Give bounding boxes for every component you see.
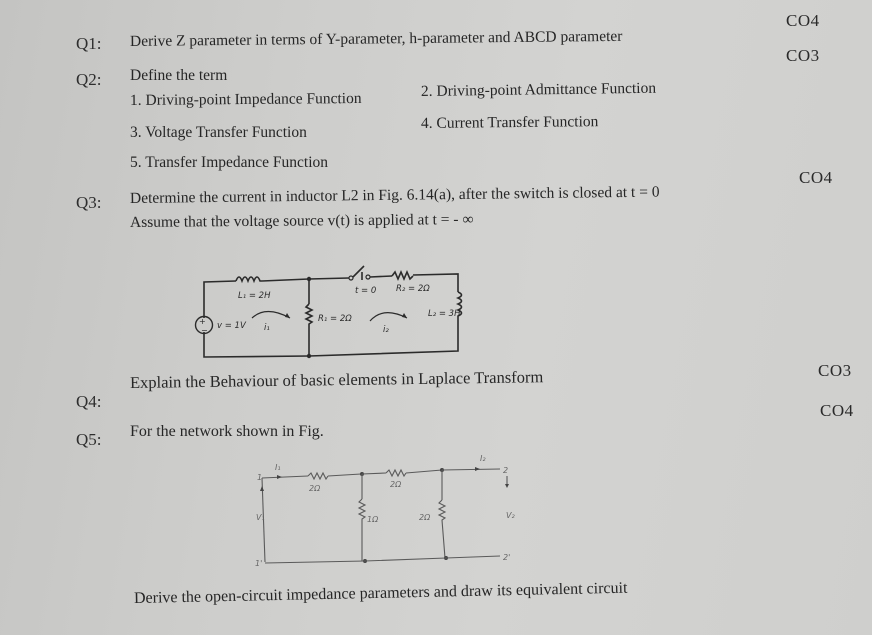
question-number-q4: Q4: (76, 392, 102, 411)
label-r2: R₂ = 2Ω (396, 284, 430, 294)
question-number-q2: Q2: (76, 70, 102, 89)
label-V2: V₂ (506, 511, 515, 520)
question-number-q5: Q5: (76, 430, 102, 449)
question-text-q3-line2: Assume that the voltage source v(t) is applied at t = - ∞ (129, 211, 474, 231)
label-i2: i₂ (383, 325, 389, 335)
question-text-q5-line2: Derive the open-circuit impedance parameters and draw its equivalent circuit (133, 579, 628, 607)
label-i1: i₁ (264, 323, 270, 333)
resistor-shunt-2-icon (439, 500, 445, 558)
label-rs2: 2Ω (390, 480, 402, 489)
label-I1: I₁ (275, 463, 281, 472)
course-outcome-q1: CO4 (786, 11, 820, 30)
label-l1: L₁ = 2H (238, 291, 271, 301)
question-text-q1: Derive Z parameter in terms of Y-parameter, h-parameter and ABCD parameter (129, 27, 623, 50)
resistor-series-1-icon (308, 473, 328, 479)
question-number-q3: Q3: (76, 193, 102, 212)
label-V1: V₁ (256, 513, 265, 522)
label-rs1: 2Ω (309, 484, 321, 493)
label-port1-top: 1 (257, 473, 263, 482)
q2-item-5: 5. Transfer Impedance Function (130, 154, 329, 171)
question-text-q3: Determine the current in inductor L2 in Fig. 6.14(a), after the switch is closed at t = 0 (129, 183, 660, 207)
label-rp2: 2Ω (419, 513, 431, 522)
course-outcome-q4: CO3 (818, 361, 852, 380)
course-outcome-q3: CO4 (799, 168, 833, 187)
svg-text:−: − (201, 326, 208, 335)
resistor-shunt-1-icon (359, 499, 365, 561)
q2-item-2: 2. Driving-point Admittance Function (420, 79, 657, 100)
label-port2-top: 2 (503, 466, 509, 475)
course-outcome-q2: CO3 (786, 46, 820, 65)
label-port2-bottom: 2' (503, 553, 511, 562)
question-text-q5: For the network shown in Fig. (130, 423, 324, 440)
label-switch: t = 0 (355, 286, 377, 296)
svg-text:+: + (199, 317, 206, 326)
question-text-q2: Define the term (130, 67, 228, 84)
label-l2: L₂ = 3H (428, 309, 461, 319)
question-number-q1: Q1: (76, 34, 102, 53)
label-rp1: 1Ω (367, 515, 379, 524)
q2-item-1: 1. Driving-point Impedance Function (129, 89, 362, 109)
q2-item-4: 4. Current Transfer Function (420, 113, 599, 132)
label-source: v = 1V (217, 321, 246, 331)
course-outcome-q5: CO4 (820, 401, 854, 420)
q2-item-3: 3. Voltage Transfer Function (130, 124, 307, 141)
label-r1: R₁ = 2Ω (318, 314, 352, 324)
label-I2: I₂ (480, 454, 486, 463)
question-text-q4: Explain the Behaviour of basic elements in Laplace Transform (129, 367, 544, 392)
resistor-series-2-icon (386, 470, 406, 476)
label-port1-bottom: 1' (255, 559, 263, 568)
